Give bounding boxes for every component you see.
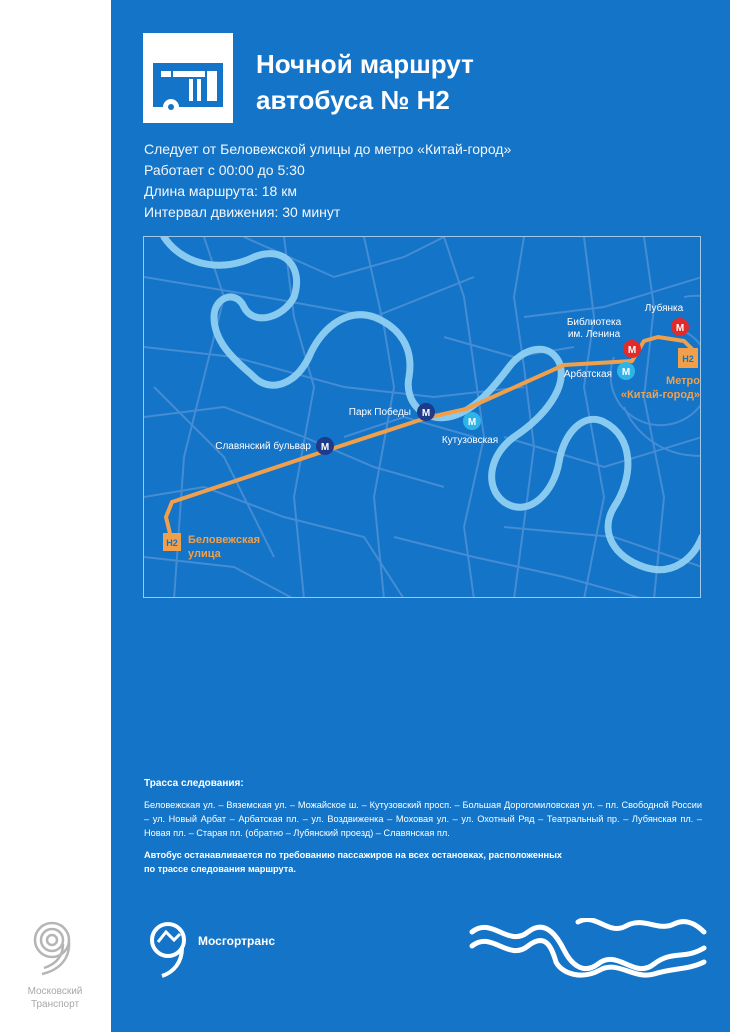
metro-glyph-slavyansky: М — [320, 442, 330, 453]
route-info — [144, 139, 704, 223]
station-kutuzovskaya-label: Кутузовская — [441, 435, 499, 446]
route-heading: Трасса следования: — [144, 778, 244, 789]
metro-glyph-park-pobedy: М — [421, 408, 431, 419]
route-map-svg — [144, 237, 701, 598]
station-biblioteka-label-2: им. Ленина — [567, 329, 621, 340]
mosgortrans-logo-icon — [144, 918, 204, 978]
info-length: Длина маршрута: 18 км — [144, 183, 297, 199]
station-arbatskaya-label: Арбатская — [563, 369, 612, 380]
station-lubyanka-label: Лубянка — [644, 303, 684, 314]
station-biblioteka-label-1: Библиотека — [566, 317, 622, 328]
info-direction: Следует от Беловежской улицы до метро «Китай-город» — [144, 141, 512, 157]
wave-decoration — [468, 918, 708, 980]
moscow-transport-text — [10, 985, 100, 1011]
end-route-badge-text: Н2 — [682, 354, 694, 364]
start-stop-label-1: Беловежская — [188, 534, 260, 546]
brand-line-1: Московский — [27, 986, 83, 997]
route-description — [144, 778, 702, 876]
metro-glyph-lubyanka: М — [675, 323, 685, 334]
metro-glyph-arbatskaya: М — [621, 367, 631, 378]
page-title — [256, 46, 696, 118]
route-map — [143, 236, 701, 598]
station-park-pobedy-label: Парк Победы — [348, 407, 411, 418]
moscow-transport-logo-icon — [30, 920, 80, 976]
bus-icon — [143, 33, 233, 123]
end-stop-label-1: Метро — [666, 375, 700, 387]
route-text: Беловежская ул. – Вяземская ул. – Можайское ш. – Кутузовский просп. – Большая Дорогомиловская ул. – пл. Свободной России – ул. Новый Арбат – Арбатская пл. – ул. Воздвиженка – Моховая ул. – ул. Охотный Ряд – Театральный пр. – Лубянская пл. – Новая пл. – Старая пл. (обратно – Лубянский проезд) – Славянская пл. — [144, 800, 702, 838]
river — [164, 237, 701, 570]
start-route-badge-text: Н2 — [166, 538, 178, 548]
title-line-2: автобуса № Н2 — [256, 85, 450, 115]
end-stop-label-2: «Китай-город» — [620, 389, 700, 401]
metro-glyph-biblioteka: М — [627, 345, 637, 356]
info-hours: Работает с 00:00 до 5:30 — [144, 162, 305, 178]
brand-line-2: Транспорт — [30, 999, 80, 1010]
title-line-1: Ночной маршрут — [256, 49, 474, 79]
start-stop-label-2: улица — [188, 548, 221, 560]
operator-name: Мосгортранс — [198, 934, 275, 948]
station-slavyansky-label: Славянский бульвар — [215, 441, 311, 452]
metro-glyph-kutuzovskaya: М — [467, 417, 477, 428]
route-note: Автобус останавливается по требованию пассажиров на всех остановках, расположенных по трассе следования маршрута. — [144, 850, 563, 874]
info-interval: Интервал движения: 30 минут — [144, 204, 341, 220]
